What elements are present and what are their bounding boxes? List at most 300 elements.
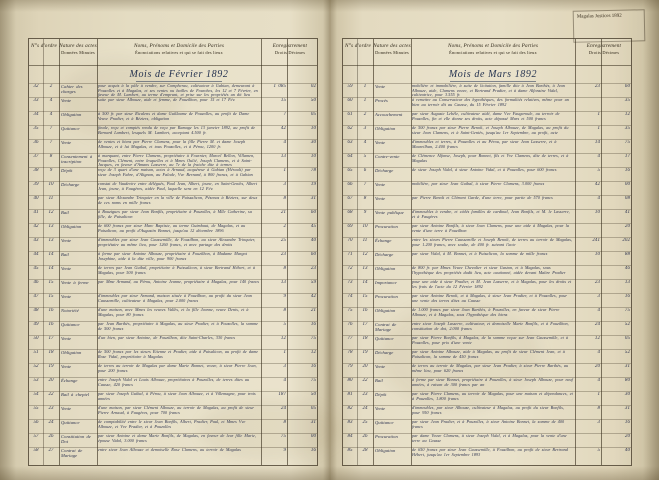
table-cell: entre sieur Jean Albouze et demoiselle Rose Clamens, au terroir de Magalas [98, 448, 241, 452]
table-cell: 4 [597, 378, 600, 383]
table-cell [576, 98, 602, 111]
table-cell: par sieur Alexandre Trinquier en la ville de Puissalicon, Pézenas à Béziers, sur deux de ces noms en mille francs [98, 196, 258, 205]
table-cell: 47 [33, 294, 39, 299]
table-cell: 88 [624, 252, 630, 257]
table-cell: 18 [48, 350, 54, 355]
table-cell: 16 [48, 308, 54, 313]
table-cell: 64 [347, 154, 353, 159]
table-cell: 75 [310, 336, 316, 341]
table-cell: 14 [362, 280, 368, 285]
table-cell: pour acquis à la pâle à vendre, sur Compherau, cultivateur à Gabian, demeurant à Pouzolles et à Magalas, et ses ventes ou bailles de Fourches, les 12 et 7 Février, en faveur de M. Lambert, au terme d'emprunt, et prise sur les propriétés un dit lieu [98, 84, 258, 97]
table-cell: 42 [310, 294, 316, 299]
table-cell: 15 [48, 294, 54, 299]
table-cell: Obligation [375, 448, 396, 453]
table-cell: 16 [362, 308, 368, 313]
month-title: Mois de Février 1892 [97, 69, 261, 82]
table-cell: Contrat de Mariage [375, 322, 397, 333]
table-cell: 59 [310, 280, 316, 285]
table-cell: Procuration [375, 294, 398, 299]
table-cell: 70 [347, 238, 353, 243]
table-cell: 13 [624, 280, 630, 285]
table-cell: Notoriété [61, 308, 79, 313]
table-cell [60, 196, 97, 209]
table-cell: mobilière, par sieur Jean Guibal, à sieur Pierre Clamens, 3.000 francs [412, 182, 545, 186]
table-cell: 25 [280, 238, 286, 243]
table-cell [576, 434, 602, 447]
table-cell: 5 [597, 448, 600, 453]
table-cell: Consentement à inscription [61, 154, 93, 165]
table-cell: 6 [363, 168, 367, 173]
table-cell: 48 [33, 308, 39, 313]
table-cell: 31 [624, 406, 630, 411]
table-cell: 22 [362, 378, 368, 383]
table-cell: 84 [347, 434, 353, 439]
table-cell: 5 [283, 322, 286, 327]
table-cell: Obligation [61, 112, 82, 117]
column-header: Noms, Prénoms et Domicile des Parties Énonciations relatives et qui se fait des lieux [447, 43, 539, 55]
left-page-table [28, 38, 318, 466]
table-cell: 60 [347, 98, 353, 103]
page-edge-shadow-left [0, 0, 16, 480]
table-cell: 4 [283, 140, 286, 145]
table-cell: 16 [310, 322, 316, 327]
table-cell: Vente [375, 406, 386, 411]
page-edge-shadow-top [0, 0, 659, 12]
table-cell: Vente [61, 266, 72, 271]
table-cell: 44 [33, 252, 39, 257]
table-cell: 32 [33, 84, 39, 89]
table-cell: 51 [33, 350, 39, 355]
table-cell: 9 [49, 168, 53, 173]
table-cell: d'immeubles, par sieur Albouze, cultivateur à Magalas, au profit du sieur Bonfils, pour 950 francs [412, 406, 564, 415]
table-cell: 19 [310, 182, 316, 187]
table-cell: 40 [33, 196, 39, 201]
table-cell: 13 [280, 280, 286, 285]
table-cell: 3 [363, 126, 367, 131]
table-cell: 30 [310, 140, 316, 145]
table-cell: d'immeubles par sieur Jean Caussemille, de Fouzilhon, au sieur Alexandre Trinquier, propriétaire au même lieu, pour 1260 francs, et avec partage des droits [98, 238, 256, 247]
table-cell: Dépôt [375, 392, 387, 397]
table-cell: Bail [61, 210, 69, 215]
table-cell: 24 [594, 322, 600, 327]
table-cell: à Bouzigues par sieur Jean Bonfils, propriétaire à Pouzolles, à Mlle Catherine, sa fille, de Puisalicon [98, 210, 252, 219]
table-cell: 31 [310, 420, 316, 425]
column-header: N°s d'ordre [31, 43, 57, 49]
table-cell: 74 [347, 294, 353, 299]
table-cell: 20 [362, 364, 368, 369]
table-cell: 00 [310, 434, 316, 439]
table-cell: 1 [597, 126, 600, 131]
table-cell: à marquant, entre Pierre Clamens, propriétaire à Fournier, Marcel Bellon, Villamen, Pouzolles, Clément, entre lesquelles et à Mmes Oulié, Joseph Clamens, et à Saint-Jacques, en faveur d'Amans Lasserre, au 7e de la fraiche dite à termes [98, 154, 255, 167]
table-cell: 21 [310, 308, 316, 313]
table-cell: 10 [310, 154, 316, 159]
table-cell: 3 [597, 420, 600, 425]
table-cell: 23 [48, 406, 54, 411]
table-cell: 21 [280, 210, 286, 215]
table-cell: 3 [597, 294, 600, 299]
table-cell: par sieur Antoine Albouze, aide à Magalas, au profit de sieur Clément Jean, et à Puisalicon, la somme de 450 francs [412, 350, 565, 359]
table-cell: Vente à ferme [61, 280, 89, 285]
table-cell: 241 [592, 238, 600, 243]
table-cell [576, 224, 602, 237]
table-cell: par sieur Joseph Guibal, à Pérou, à sieur Jean Albouze, et à Villemagne, pour trois années [98, 392, 256, 401]
table-cell: Vente [61, 294, 72, 299]
table-cell: 14 [594, 140, 600, 145]
table-cell: 50 [310, 98, 316, 103]
table-cell: 1 [363, 84, 367, 89]
table-cell: de Clémence Alfonse, Joseph, pour Bonnet, fils et Vve Clamens, dite de terres, et à Magalas [412, 154, 569, 163]
table-cell: 36 [33, 140, 39, 145]
table-cell: 4 [597, 154, 600, 159]
table-cell: 3 [283, 364, 286, 369]
table-cell: 10 [362, 224, 368, 229]
table-cell: 4 [283, 378, 286, 383]
table-cell: 13 [280, 154, 286, 159]
page-edge-shadow-right [643, 0, 659, 480]
month-title: Mois de Mars 1892 [411, 69, 575, 82]
table-cell: 42 [280, 126, 286, 131]
table-cell: par sieur Antoine Benoît, et à Magalas, à sieur Jean Pradier, et à Pouzolles, pour une vente des terres dites au Causse [412, 294, 568, 303]
table-cell: 75 [624, 308, 630, 313]
table-cell: Procès [375, 98, 388, 103]
table-cell: 1 [283, 168, 286, 173]
table-cell: 1 [283, 350, 286, 355]
table-cell: 45 [33, 266, 39, 271]
table-cell: 7 [49, 126, 53, 131]
table-cell: 12 [624, 112, 630, 117]
table-cell: 78 [347, 350, 353, 355]
table-cell: 46 [624, 266, 630, 271]
table-cell: à 500 fr. par sieur Ricalens et dame Guillaume de Pouzolles, au profit de Dame Veuve Pradier, et à Béziers, obligation [98, 112, 250, 121]
table-cell: Vente [375, 196, 386, 201]
table-cell: 28 [362, 448, 368, 453]
table-cell: 8 [363, 196, 367, 201]
table-cell: Contrat de Mariage [61, 448, 83, 459]
table-cell: entre Joseph Vidal et Louis Albouze, propriétaires à Pouzolles, de terres dites au Causse, 420 francs [98, 378, 250, 387]
table-cell: par sieur Auguste Lebèle, cultivateur aidé, dame Vve Faugeroule, au terroir de Pouzolles, fin et elle donne ses droits, acte dépassé Mars et 500 francs [412, 112, 560, 121]
table-cell: de 650 francs par sieur Jean Caussemille, à Fouzilhon, au profit de sieur Bertrand Hébert, jusqu'au 1er Septembre 1893 [412, 448, 568, 457]
table-cell: à ferme par sieur Bonnet, propriétaire à Pouzolles, à sieur Joseph Albouze, pour neuf années, à raison de 300 francs par an [412, 378, 573, 387]
table-cell: 35 [624, 126, 630, 131]
table-cell: 11 [362, 238, 368, 243]
table-cell: 08 [624, 196, 630, 201]
table-cell: de 500 francs par les sieurs Étienne et Pradier, aide à Puisalicon, au profit de dame Rose Vidal, propriétaire à Magalas [98, 350, 259, 359]
table-cell: 13 [48, 224, 54, 229]
table-cell: d'une maison, avec Mmes les veuves Vallès, et la fille Jeanne, veuve Denis, et à Magalas, pour 80 francs [98, 308, 249, 317]
table-cell: 24 [362, 406, 368, 411]
table-cell: 10 [594, 210, 600, 215]
table-cell: 15 [280, 98, 286, 103]
table-cell: 2 [283, 224, 286, 229]
table-cell: finale, reçu et comptés rendu de reçu par Ramage les 13 janvier 1892, au profit de Bernard Lambert, lesquels M. Lambert, acceptant 4.500 fr. [98, 126, 256, 135]
table-cell: 62 [347, 126, 353, 131]
table-cell: 23 [594, 84, 600, 89]
table-cell: 82 [347, 406, 353, 411]
table-cell: 75 [310, 378, 316, 383]
table-cell: 75 [624, 140, 630, 145]
table-cell: 80 [624, 378, 630, 383]
table-cell: 33 [33, 98, 39, 103]
table-cell: 16 [48, 322, 54, 327]
table-cell: Décharge [375, 252, 394, 257]
table-cell: Quittance [375, 420, 394, 425]
table-cell: reçu de 3 quart d'une maison, actes à Arnaud, acquéreur à Gabian (Hérault) par sieur Joseph Fabre, d'Alignan, au Falode, Vve Bernard, à 800 francs, et à Gabian [98, 168, 253, 177]
table-cell: 49 [33, 322, 39, 327]
table-cell: 2 [49, 84, 53, 89]
table-cell: mobilière et immobilière, à suite de licitation, famille dite à Jean Barthès, à Jean Albouze, aide, Clamens veuve, et Bertrand Pradier, et à dame Alfonsine Vidal, cultivatrice, pour 3.555 fr. [412, 84, 565, 97]
table-cell: 75 [280, 434, 286, 439]
table-cell: Vente [375, 182, 386, 187]
table-cell: 4 [49, 112, 53, 117]
table-cell: Décharge [375, 168, 394, 173]
table-cell: 1 [597, 392, 600, 397]
table-cell: entre sieur Joseph Lasserre, cultivateur, et demoiselle Marie Bonfils, et à Fouzilhon, constitution de dot, 2.000 francs [412, 322, 569, 331]
table-cell: d'un bien, par sieur Antoine, de Fouzilhon, dite Saint-Charles, 330 francs [98, 336, 236, 340]
table-cell: Échange [61, 378, 78, 383]
table-cell: 4 [597, 308, 600, 313]
table-cell: par sieur Jean Pradier, et à Pouzolles, à sieur Antoine Bonnet, la somme de 400 francs [412, 420, 565, 429]
table-cell [576, 266, 602, 279]
table-cell: 39 [33, 182, 39, 187]
table-cell: 26 [362, 434, 368, 439]
table-cell: 42 [594, 182, 600, 187]
table-cell: 9 [283, 294, 286, 299]
table-cell: Obligation [375, 126, 396, 131]
table-cell: 76 [347, 322, 353, 327]
table-cell: 8 [283, 308, 286, 313]
table-cell: 8 [597, 406, 600, 411]
table-cell: 20 [48, 378, 54, 383]
table-cell: 17 [362, 322, 368, 327]
table-cell: Vente [375, 84, 386, 89]
table-cell: 46 [33, 280, 39, 285]
table-cell: 7 [283, 112, 286, 117]
table-cell: 25 [362, 420, 368, 425]
table-cell: Bail [375, 378, 383, 383]
table-cell: 1 085 [273, 84, 286, 89]
table-cell: d'immeubles par sieur Armand, maison située à Fouzilhon, au profit du sieur Jean Caussemille, cultivateur à Magalas, pour 2.000 francs [98, 294, 252, 303]
table-cell: 15 [48, 280, 54, 285]
table-cell: 45 [310, 224, 316, 229]
table-cell: Vente [375, 140, 386, 145]
table-cell: 30 [624, 392, 630, 397]
table-cell: 83 [347, 420, 353, 425]
table-cell: de 600 francs par sieur Marc Baptiste, au terme Guimbaut, de Magalas, et au Puisalicon, au profit d'Augustin Bonnet, jusqu'au 12 décembre 1896 [98, 224, 246, 233]
table-cell: 3 [283, 182, 286, 187]
table-cell: 05 [310, 112, 316, 117]
book-gutter [323, 0, 337, 480]
table-cell: Échange [375, 238, 392, 243]
table-cell: d'immeubles et terres, à Pouzolles et au Pérou, par sieur Jean Lasserre, et à Maureilhan, 2.400 francs [412, 140, 557, 149]
table-cell: 61 [347, 112, 353, 117]
table-cell: Vente [61, 336, 72, 341]
table-cell: 63 [347, 140, 353, 145]
table-cell: 5 [597, 168, 600, 173]
table-cell: 59 [347, 84, 353, 89]
table-cell: par Jean Barthès, propriétaire à Magalas, au sieur Pradier, et à Pouzolles, la somme de 500 francs [98, 322, 259, 331]
table-cell: 7 [49, 140, 53, 145]
table-cell: Importance [375, 280, 397, 285]
table-cell: 53 [33, 378, 39, 383]
table-cell: Vente [61, 140, 72, 145]
table-cell: 73 [347, 280, 353, 285]
column-header: Noms, Prénoms et Domicile des Parties Énonciations relatives et qui se fait des lieux [133, 43, 225, 55]
table-cell: 23 [280, 252, 286, 257]
table-cell: 4 [597, 196, 600, 201]
table-cell: de terres par Jean Guibal, propriétaire à Puissalicon, à sieur Bertrand Hébert, et à Magalas, pour 500 francs [98, 266, 255, 275]
table-cell: 23 [362, 392, 368, 397]
table-cell: 12 [280, 336, 286, 341]
table-cell: 41 [33, 210, 39, 215]
table-cell: 5 [363, 154, 367, 159]
table-cell: 60 [310, 210, 316, 215]
table-cell: 71 [347, 252, 353, 257]
table-cell: 18 [362, 336, 368, 341]
table-cell: Procuration [375, 434, 398, 439]
table-cell: Accouchement [375, 112, 403, 117]
table-cell: 57 [33, 434, 39, 439]
table-cell: 58 [33, 448, 39, 453]
table-cell: 8 [283, 196, 286, 201]
table-cell: par Mme Armand, au Pérou, Antoine Jeanne, propriétaire à Magalas, pour 140 francs [98, 280, 260, 284]
table-cell: 13 [362, 266, 368, 271]
table-cell: 56 [33, 420, 39, 425]
column-header: Enregistrement Droits Décimes [272, 43, 308, 55]
table-cell: Vente [61, 238, 72, 243]
table-cell: 22 [48, 392, 54, 397]
column-header: Enregistrement Droits Décimes [586, 43, 622, 55]
table-cell: 2 [363, 112, 367, 117]
header-rule [343, 65, 631, 66]
table-cell: 20 [624, 224, 630, 229]
table-cell: 10 [310, 126, 316, 131]
table-cell: 68 [347, 210, 353, 215]
table-cell: 24 [48, 420, 54, 425]
table-cell: 69 [347, 224, 353, 229]
table-cell: Contre-vente [375, 154, 400, 159]
table-cell: de 1.000 francs par sieur Jean Barthès, à Pouzolles, en faveur de sieur Pierre Albouze, et à Magalas, sous l'hypothèque des biens [412, 308, 560, 317]
table-cell: 27 [48, 448, 54, 453]
table-cell: 23 [594, 280, 600, 285]
table-cell: 85 [347, 448, 353, 453]
table-cell: 12 [362, 252, 368, 257]
table-cell: 75 [347, 308, 353, 313]
header-rule [29, 65, 317, 66]
table-cell: 16 [624, 168, 630, 173]
column-header: N°s d'ordre [345, 43, 371, 49]
table-cell: 65 [347, 168, 353, 173]
table-cell: 50 [310, 392, 316, 397]
table-cell: 10 [594, 252, 600, 257]
table-cell: de ventes et biens par Pierre Clamens, pour la fille Pierre M. et dame Joseph Albouze, et à lui Magalas, et tous Pouzolles, et à Pérou, 1200 fr. [98, 140, 246, 149]
table-cell: 60 [624, 84, 630, 89]
right-page-table [342, 38, 632, 466]
table-cell: 187 [278, 392, 286, 397]
table-cell: Obligation [61, 224, 82, 229]
table-cell: Constitution de Dot [61, 434, 91, 445]
table-cell: 16 [624, 294, 630, 299]
table-cell: 10 [48, 182, 54, 187]
table-cell: d'une maison, par sieur Clément Albouze, au terroir de Magalas, au profit de sieur Pierre Arnaud, à Faugères, pour 700 francs [98, 406, 255, 415]
table-cell: 7 [363, 182, 367, 187]
table-cell: 15 [362, 294, 368, 299]
column-header: Nature des actes Données Minutes [59, 43, 97, 55]
table-cell: 60 [310, 252, 316, 257]
table-cell: 14 [48, 266, 54, 271]
table-cell: Vente [375, 364, 386, 369]
table-cell: 37 [33, 154, 39, 159]
table-cell: de terres au terroir de Magalas, par sieur Jean Pradier, à sieur Pierre Barthès, au même lieu, pour 620 francs [412, 364, 569, 373]
table-cell: par sieur Pierre Clamens, au terroir de Magalas, pour une maison et dépendances, et à Pouzolles, 1.800 francs [412, 392, 573, 401]
table-cell: Procuration [375, 224, 398, 229]
table-cell: 1 [363, 98, 367, 103]
table-cell: 8 [283, 266, 286, 271]
table-cell: Quittance [61, 322, 80, 327]
table-cell: 00 [624, 182, 630, 187]
table-cell: Quittance [61, 420, 80, 425]
table-cell: 20 [624, 434, 630, 439]
table-cell: 31 [310, 196, 316, 201]
table-cell: 52 [624, 350, 630, 355]
table-cell: Obligation [375, 308, 396, 313]
table-cell: 55 [33, 406, 39, 411]
table-cell: 8 [283, 420, 286, 425]
table-cell: Bail [61, 252, 69, 257]
table-cell: 13 [48, 238, 54, 243]
table-cell: 78 [310, 168, 316, 173]
table-cell: 12 [594, 336, 600, 341]
table-cell: d'immeubles à vendre, et cédés familles de cardinal, Jean Bonfils, et M. le Lasserre, et à Faugères [412, 210, 570, 219]
table-cell: 02 [310, 84, 316, 89]
table-cell: Bail à cheptel [61, 392, 90, 397]
table-cell: par sieur Vidal, à M. Bonnet, et à Puisalicon, la somme de mille francs [412, 252, 548, 256]
table-cell: Cahier des charges [61, 84, 83, 95]
table-cell: 35 [33, 126, 39, 131]
table-cell: 26 [48, 434, 54, 439]
table-cell: 4 [597, 350, 600, 355]
table-cell: 77 [347, 336, 353, 341]
table-cell: 14 [48, 252, 54, 257]
table-cell: 52 [624, 322, 630, 327]
table-cell: 54 [33, 392, 39, 397]
table-cell: 40 [310, 238, 316, 243]
table-cell: 67 [347, 196, 353, 201]
table-cell: 72 [347, 266, 353, 271]
page-edge-shadow-bottom [0, 466, 659, 480]
table-cell: Vente [61, 364, 72, 369]
table-cell: Obligation [375, 266, 396, 271]
table-cell: 19 [48, 364, 54, 369]
table-cell: de 800 fr. par Mmes Veuve Chevalier et sieur Gaston, et à Magalas, sous l'hypothèque des propriétés dudit lieu, acte cautionné, aidée devant Maître Pradier [412, 266, 566, 275]
table-cell: par sieur Antoine Bonfils, à sieur Jean Clamens, pour une aide à Magalas, pour la vente d'une terre à Fouzilhon [412, 224, 569, 233]
table-cell: 1 [597, 112, 600, 117]
table-cell: 202 [622, 238, 630, 243]
table-cell: suite par sieur Albouze, aide et femme, de Fouzilhon, pour 15 et 17 Fév. [98, 98, 236, 102]
table-cell: 12 [310, 350, 316, 355]
table-cell: à ferme par sieur Antoine Albouze, propriétaire à Fouzilhon, à Madame Margot Josephine, aide à la dite ville, pour 900 francs [98, 252, 247, 261]
table-cell: 20 [594, 364, 600, 369]
table-cell: Obligation [61, 350, 82, 355]
table-cell: 38 [33, 168, 39, 173]
table-cell: de 500 francs par sieur Pierre Benoît, et Joseph Albouze, de Magalas, au profit du sieur Jean Clamens, et à Saint-Geniès, jusqu'au 1er Septembre, au profit, acte [412, 126, 569, 135]
table-cell: Vente [61, 98, 72, 103]
table-cell: Décharge [61, 182, 80, 187]
table-cell: 4 [363, 140, 367, 145]
table-cell: pour une aide à sieur Pradier, et M. Jean Lasserre, et à Magalas, pour les droits et les frais de l'acte du 12 Février 1892 [412, 280, 572, 289]
table-cell: 43 [33, 238, 39, 243]
table-cell: 16 [624, 420, 630, 425]
table-cell: 17 [48, 336, 54, 341]
